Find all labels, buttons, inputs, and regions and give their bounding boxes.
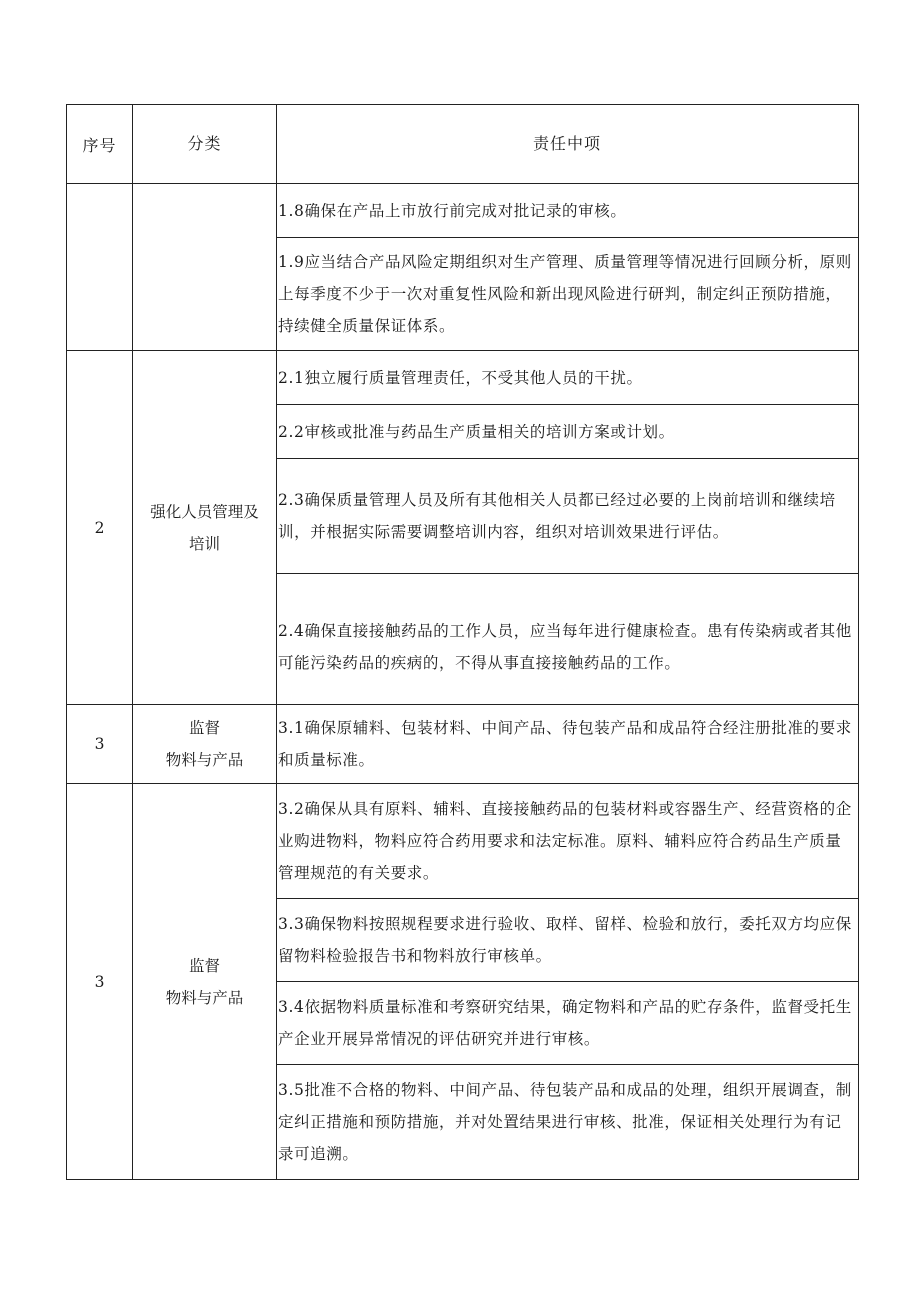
category-line: 物料与产品: [165, 751, 244, 769]
item-cell: 3.1确保原辅料、包装材料、中间产品、待包装产品和成品符合经注册批准的要求和质量标准。: [277, 705, 859, 784]
table-row: [67, 705, 859, 784]
header-item: 责任中项: [277, 105, 859, 184]
category-line: 物料与产品: [165, 988, 244, 1007]
row-num: [67, 184, 133, 351]
row-num: 2: [67, 351, 133, 705]
header-category: 分类: [133, 105, 277, 184]
item-cell: 1.8确保在产品上市放行前完成对批记录的审核。: [277, 184, 859, 238]
row-num: 3: [67, 784, 133, 1180]
item-cell: 2.4确保直接接触药品的工作人员，应当每年进行健康检查。患有传染病或者其他可能污染药品的疾病的，不得从事直接接触药品的工作。: [277, 574, 859, 705]
header-num: 序号: [67, 105, 133, 184]
item-cell: 3.3确保物料按照规程要求进行验收、取样、留样、检验和放行，委托双方均应保留物料检验报告书和物料放行审核单。: [277, 899, 859, 982]
table-header-row: [67, 105, 859, 184]
category-line: 监督: [188, 719, 220, 737]
table-row: [67, 351, 859, 405]
item-cell: 3.5批准不合格的物料、中间产品、待包装产品和成品的处理，组织开展调查，制定纠正措施和预防措施，并对处置结果进行审核、批准，保证相关处理行为有记录可追溯。: [277, 1065, 859, 1180]
table-row: [67, 784, 859, 899]
item-cell: 3.2确保从具有原料、辅料、直接接触药品的包装材料或容器生产、经营资格的企业购进物料，物料应符合药用要求和法定标准。原料、辅料应符合药品生产质量管理规范的有关要求。: [277, 784, 859, 899]
item-cell: 2.3确保质量管理人员及所有其他相关人员都已经过必要的上岗前培训和继续培训，并根据实际需要调整培训内容，组织对培训效果进行评估。: [277, 459, 859, 574]
category-line: 强化人员管理及: [150, 502, 259, 521]
row-num: 3: [67, 705, 133, 784]
row-category: [133, 705, 277, 784]
category-line: 培训: [188, 534, 220, 553]
item-cell: 2.2审核或批准与药品生产质量相关的培训方案或计划。: [277, 405, 859, 459]
table-row: [67, 184, 859, 238]
category-line: 监督: [188, 956, 220, 975]
row-category: [133, 184, 277, 351]
row-category: [133, 351, 277, 705]
item-cell: 2.1独立履行质量管理责任，不受其他人员的干扰。: [277, 351, 859, 405]
row-category: [133, 784, 277, 1180]
responsibility-table: [66, 104, 859, 1180]
item-cell: 3.4依据物料质量标准和考察研究结果，确定物料和产品的贮存条件，监督受托生产企业开展异常情况的评估研究并进行审核。: [277, 982, 859, 1065]
item-cell: 1.9应当结合产品风险定期组织对生产管理、质量管理等情况进行回顾分析，原则上每季度不少于一次对重复性风险和新出现风险进行研判，制定纠正预防措施，持续健全质量保证体系。: [277, 238, 859, 351]
